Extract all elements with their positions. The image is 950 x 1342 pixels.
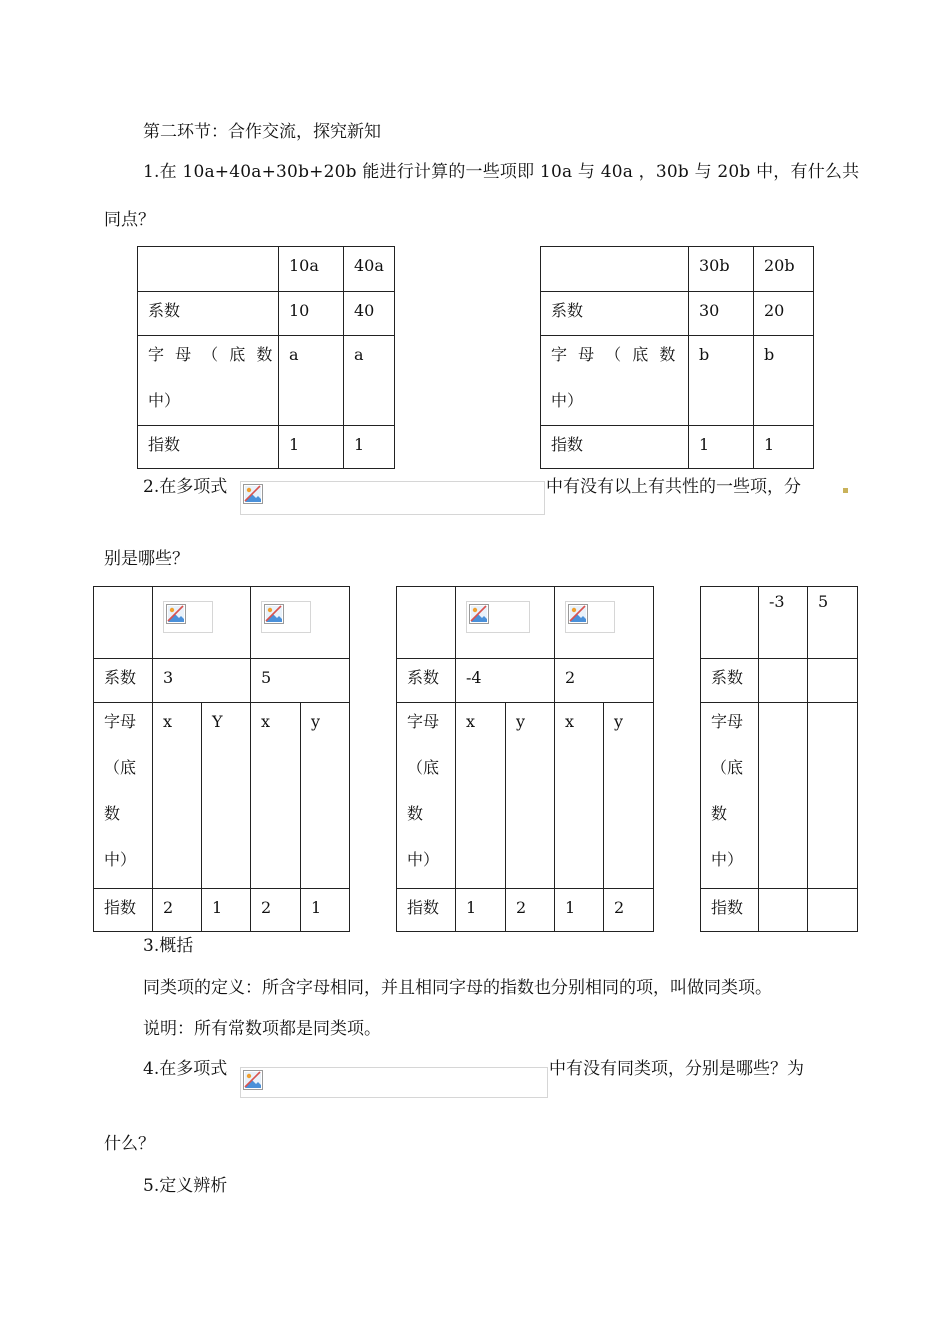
table-c-letter-label-line: 字母 bbox=[104, 712, 137, 731]
table-d-exp-value: 2 bbox=[604, 889, 654, 932]
polynomial-image-placeholder bbox=[240, 481, 545, 515]
table-c-letter-value: x bbox=[153, 703, 202, 889]
table-a-letter-label-line-1: 字 母 （ 底 数 bbox=[148, 345, 276, 364]
table-d-coef-value: 2 bbox=[555, 659, 654, 703]
table-d-letter-value: x bbox=[456, 703, 506, 889]
table-c-letter-label-line: （底 bbox=[104, 758, 137, 777]
table-c-letter-value: y bbox=[301, 703, 350, 889]
table-d-coef-label: 系数 bbox=[397, 659, 456, 703]
term-image-placeholder bbox=[466, 601, 530, 633]
table-b-coef-label: 系数 bbox=[541, 292, 689, 336]
table-b-letter-value: b bbox=[689, 336, 754, 426]
table-e-exp-value bbox=[808, 889, 858, 932]
table-d-corner-cell bbox=[397, 587, 456, 659]
table-b-letter-value: b bbox=[754, 336, 814, 426]
table-c-letter-value: x bbox=[251, 703, 301, 889]
table-c-exp-label: 指数 bbox=[94, 889, 153, 932]
broken-image-icon bbox=[243, 1070, 263, 1090]
table-a-coef-value: 10 bbox=[279, 292, 344, 336]
table-d-exp-value: 1 bbox=[555, 889, 604, 932]
table-d-letter-label-line: （底 bbox=[407, 758, 440, 777]
question-1-line-1: 1.在 10a+40a+30b+20b 能进行计算的一些项即 10a 与 40a ，30b 与 20b 中，有什么共 bbox=[143, 162, 860, 182]
table-a-header: 40a bbox=[344, 247, 395, 292]
section-title: 第二环节：合作交流，探究新知 bbox=[143, 122, 381, 142]
table-d-letter-label-line: 字母 bbox=[407, 712, 440, 731]
table-b bbox=[540, 246, 814, 469]
term-image-placeholder bbox=[163, 601, 213, 633]
table-a-letter-value: a bbox=[279, 336, 344, 426]
table-d-letter-label bbox=[397, 703, 456, 889]
table-b-exp-value: 1 bbox=[689, 426, 754, 469]
table-e-coef-label: 系数 bbox=[701, 659, 759, 703]
table-c-letter-label-line: 数 bbox=[104, 804, 121, 823]
table-c-exp-value: 1 bbox=[202, 889, 251, 932]
table-e-exp-value bbox=[759, 889, 808, 932]
table-d-exp-label: 指数 bbox=[397, 889, 456, 932]
text-marker bbox=[843, 488, 848, 493]
broken-image-icon bbox=[264, 604, 284, 624]
broken-image-icon bbox=[166, 604, 186, 624]
table-a-corner-cell bbox=[138, 247, 279, 292]
table-c-coef-value: 3 bbox=[153, 659, 251, 703]
table-d bbox=[396, 586, 654, 932]
table-a-exp-label: 指数 bbox=[138, 426, 279, 469]
question-4-line-2: 什么？ bbox=[104, 1134, 155, 1154]
broken-image-icon bbox=[568, 604, 588, 624]
table-c-letter-label-line: 中） bbox=[104, 850, 137, 869]
table-e-letter-value bbox=[808, 703, 858, 889]
term-image-placeholder bbox=[261, 601, 311, 633]
table-d-coef-value: -4 bbox=[456, 659, 555, 703]
table-e-corner-cell bbox=[701, 587, 759, 659]
table-e-letter-label-line: 字母 bbox=[711, 712, 744, 731]
table-d-letter-label-line: 数 bbox=[407, 804, 424, 823]
table-c-corner-cell bbox=[94, 587, 153, 659]
table-c-term-header bbox=[251, 587, 350, 659]
table-a bbox=[137, 246, 395, 469]
table-a-letter-label-line-2: 中） bbox=[148, 391, 181, 410]
table-d-exp-value: 1 bbox=[456, 889, 506, 932]
table-c-term-header bbox=[153, 587, 251, 659]
table-e-letter-label-line: （底 bbox=[711, 758, 744, 777]
table-b-corner-cell bbox=[541, 247, 689, 292]
table-b-letter-label bbox=[541, 336, 689, 426]
table-c-coef-label: 系数 bbox=[94, 659, 153, 703]
question-5-title: 5.定义辨析 bbox=[143, 1176, 228, 1196]
table-b-exp-value: 1 bbox=[754, 426, 814, 469]
question-4-prefix: 4.在多项式 bbox=[143, 1059, 228, 1079]
table-d-term-header bbox=[555, 587, 654, 659]
table-d-letter-value: x bbox=[555, 703, 604, 889]
question-2-suffix: 中有没有以上有共性的一些项，分 bbox=[546, 477, 801, 497]
table-a-exp-value: 1 bbox=[279, 426, 344, 469]
table-d-letter-label-line: 中） bbox=[407, 850, 440, 869]
table-d-exp-value: 2 bbox=[506, 889, 555, 932]
table-c-exp-value: 2 bbox=[153, 889, 202, 932]
question-3-title: 3.概括 bbox=[143, 936, 194, 956]
definition-text: 同类项的定义：所含字母相同，并且相同字母的指数也分别相同的项，叫做同类项。 bbox=[143, 978, 772, 998]
table-e-header: 5 bbox=[808, 587, 858, 659]
table-b-header: 30b bbox=[689, 247, 754, 292]
question-2-prefix: 2.在多项式 bbox=[143, 477, 228, 497]
table-a-exp-value: 1 bbox=[344, 426, 395, 469]
question-1-line-2: 同点？ bbox=[104, 210, 155, 230]
question-2-line-2: 别是哪些？ bbox=[104, 549, 189, 569]
table-a-header: 10a bbox=[279, 247, 344, 292]
table-d-letter-value: y bbox=[604, 703, 654, 889]
table-e-letter-label-line: 数 bbox=[711, 804, 728, 823]
table-a-coef-value: 40 bbox=[344, 292, 395, 336]
table-c-exp-value: 1 bbox=[301, 889, 350, 932]
table-e-letter-label-line: 中） bbox=[711, 850, 744, 869]
table-d-term-header bbox=[456, 587, 555, 659]
table-c bbox=[93, 586, 350, 932]
polynomial-image-placeholder bbox=[240, 1067, 548, 1098]
term-image-placeholder bbox=[565, 601, 615, 633]
table-e-letter-label bbox=[701, 703, 759, 889]
table-b-coef-value: 20 bbox=[754, 292, 814, 336]
table-b-letter-label-line-1: 字 母 （ 底 数 bbox=[551, 345, 679, 364]
table-b-letter-label-line-2: 中） bbox=[551, 391, 584, 410]
note-text: 说明：所有常数项都是同类项。 bbox=[143, 1019, 381, 1039]
table-b-coef-value: 30 bbox=[689, 292, 754, 336]
table-b-header: 20b bbox=[754, 247, 814, 292]
broken-image-icon bbox=[243, 484, 263, 504]
question-4-suffix: 中有没有同类项，分别是哪些？为 bbox=[549, 1059, 804, 1079]
table-e-coef-value bbox=[759, 659, 808, 703]
table-c-coef-value: 5 bbox=[251, 659, 350, 703]
broken-image-icon bbox=[469, 604, 489, 624]
table-a-coef-label: 系数 bbox=[138, 292, 279, 336]
table-e-coef-value bbox=[808, 659, 858, 703]
table-a-letter-value: a bbox=[344, 336, 395, 426]
table-b-exp-label: 指数 bbox=[541, 426, 689, 469]
table-e-exp-label: 指数 bbox=[701, 889, 759, 932]
table-c-letter-label bbox=[94, 703, 153, 889]
table-e-header: -3 bbox=[759, 587, 808, 659]
table-a-letter-label bbox=[138, 336, 279, 426]
table-d-letter-value: y bbox=[506, 703, 555, 889]
table-c-exp-value: 2 bbox=[251, 889, 301, 932]
table-e-letter-value bbox=[759, 703, 808, 889]
table-c-letter-value: Y bbox=[202, 703, 251, 889]
table-e bbox=[700, 586, 858, 932]
